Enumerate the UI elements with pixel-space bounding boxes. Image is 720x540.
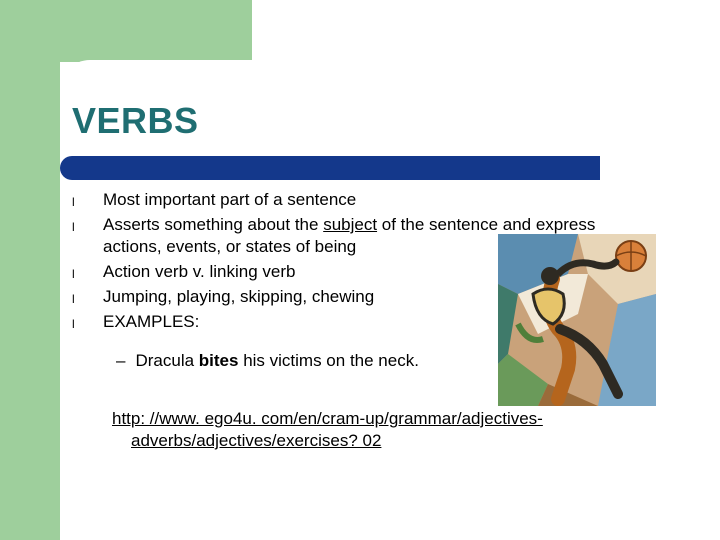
example-text-end: his victims on the neck. [238,351,419,370]
bullet-item [72,286,595,308]
bullet-text: Jumping, playing, skipping, chewing [103,287,375,306]
underlined-word-subject: subject [323,215,378,234]
bullet-marker: l [72,195,75,209]
bullet-text-continuation: actions, events, or states of being [103,237,357,256]
bullet-item [72,214,595,258]
bullet-text: Most important part of a sentence [103,190,357,209]
example-bold-verb: bites [198,351,239,370]
bullet-item [72,311,595,333]
bullet-marker: l [72,267,75,281]
bullet-marker: l [72,220,75,234]
bullet-item [72,261,595,283]
title-underline-bar [60,156,600,180]
background-green-left [0,0,60,540]
sub-bullet-dash: – [116,351,126,370]
exercise-link[interactable] [112,408,612,452]
bullet-marker: l [72,292,75,306]
example-sub-bullet [116,351,419,371]
link-line-2[interactable]: adverbs/adjectives/exercises? 02 [131,431,382,450]
bullet-list [72,189,595,336]
bullet-text-start: Asserts something about the [103,215,324,234]
bullet-item [72,189,595,211]
bullet-text: Action verb v. linking verb [103,262,296,281]
link-line-1[interactable]: http: //www. ego4u. com/en/cram-up/grammar/adjectives- [112,409,543,428]
slide-title: VERBS [72,100,199,141]
bullet-marker: l [72,317,75,331]
bullet-text-end: of the sentence and express [377,215,596,234]
bullet-text: EXAMPLES: [103,312,200,331]
example-text-start: Dracula [135,351,199,370]
